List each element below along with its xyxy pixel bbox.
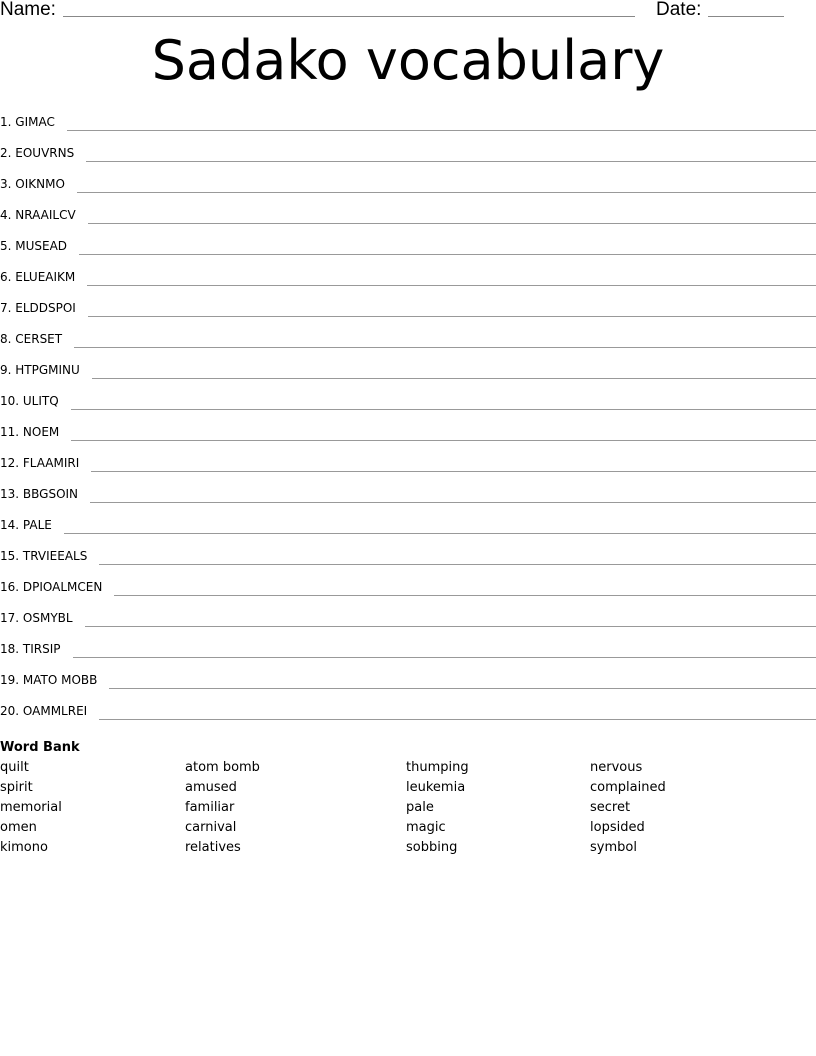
word-bank-item: familiar [185,800,235,815]
word-bank-item: sobbing [406,840,458,855]
word-bank-item: secret [590,800,631,815]
question-label: 3. OIKNMO [0,176,65,191]
question-label: 9. HTPGMINU [0,362,80,377]
question-label: 1. GIMAC [0,114,55,129]
word-bank-item: quilt [0,760,29,775]
answer-line[interactable] [88,316,816,317]
word-bank-item: symbol [590,840,637,855]
question-label: 17. OSMYBL [0,610,73,625]
question-row [0,697,816,728]
question-list [0,108,816,728]
question-row [0,139,816,170]
answer-line[interactable] [99,719,816,720]
word-bank-item: thumping [406,760,469,775]
name-label: Name: [0,0,56,20]
word-bank-title: Word Bank [0,740,80,755]
page-title: Sadako vocabulary [151,29,665,92]
question-label: 12. FLAAMIRI [0,455,80,470]
question-label: 16. DPIOALMCEN [0,579,103,594]
word-bank-item: leukemia [406,780,466,795]
answer-line[interactable] [74,347,816,348]
question-label: 14. PALE [0,517,52,532]
word-bank-item: kimono [0,840,48,855]
word-bank-item: lopsided [590,820,645,835]
word-bank-column-2 [185,760,260,860]
question-row [0,418,816,449]
question-row [0,232,816,263]
question-label: 4. NRAAILCV [0,207,76,222]
word-bank-item: relatives [185,840,241,855]
answer-line[interactable] [86,161,816,162]
word-bank-item: memorial [0,800,62,815]
question-row [0,480,816,511]
word-bank-item: omen [0,820,37,835]
answer-line[interactable] [71,409,816,410]
word-bank-item: nervous [590,760,643,775]
question-row [0,108,816,139]
word-bank-column-3 [406,760,469,860]
question-label: 7. ELDDSPOI [0,300,76,315]
word-bank-column-4 [590,760,666,860]
question-label: 13. BBGSOIN [0,486,79,501]
question-row [0,356,816,387]
question-label: 18. TIRSIP [0,641,61,656]
answer-line[interactable] [85,626,816,627]
question-label: 15. TRVIEEALS [0,548,88,563]
question-label: 8. CERSET [0,331,63,346]
word-bank-column-1 [0,760,62,860]
question-row [0,511,816,542]
question-row [0,263,816,294]
question-row [0,449,816,480]
question-row [0,542,816,573]
answer-line[interactable] [88,223,816,224]
word-bank-item: complained [590,780,666,795]
answer-line[interactable] [114,595,816,596]
answer-line[interactable] [77,192,816,193]
answer-line[interactable] [92,378,816,379]
question-row [0,666,816,697]
answer-line[interactable] [67,130,816,131]
answer-line[interactable] [87,285,816,286]
question-row [0,170,816,201]
word-bank-item: carnival [185,820,237,835]
answer-line[interactable] [91,471,816,472]
question-label: 20. OAMMLREI [0,703,88,718]
word-bank-item: spirit [0,780,33,795]
answer-line[interactable] [64,533,816,534]
question-row [0,604,816,635]
word-bank-item: magic [406,820,446,835]
question-row [0,387,816,418]
question-row [0,294,816,325]
question-row [0,635,816,666]
question-label: 10. ULITQ [0,393,59,408]
answer-line[interactable] [79,254,816,255]
date-field[interactable] [708,16,784,17]
word-bank-item: pale [406,800,434,815]
name-field[interactable] [63,16,635,17]
answer-line[interactable] [73,657,816,658]
question-label: 11. NOEM [0,424,60,439]
question-row [0,573,816,604]
date-label: Date: [656,0,702,20]
answer-line[interactable] [71,440,816,441]
question-label: 6. ELUEAIKM [0,269,76,284]
question-row [0,325,816,356]
word-bank-item: atom bomb [185,760,260,775]
question-label: 5. MUSEAD [0,238,68,253]
question-label: 2. EOUVRNS [0,145,75,160]
word-bank-item: amused [185,780,237,795]
question-label: 19. MATO MOBB [0,672,98,687]
question-row [0,201,816,232]
header [0,0,816,24]
answer-line[interactable] [109,688,816,689]
answer-line[interactable] [99,564,816,565]
answer-line[interactable] [90,502,816,503]
